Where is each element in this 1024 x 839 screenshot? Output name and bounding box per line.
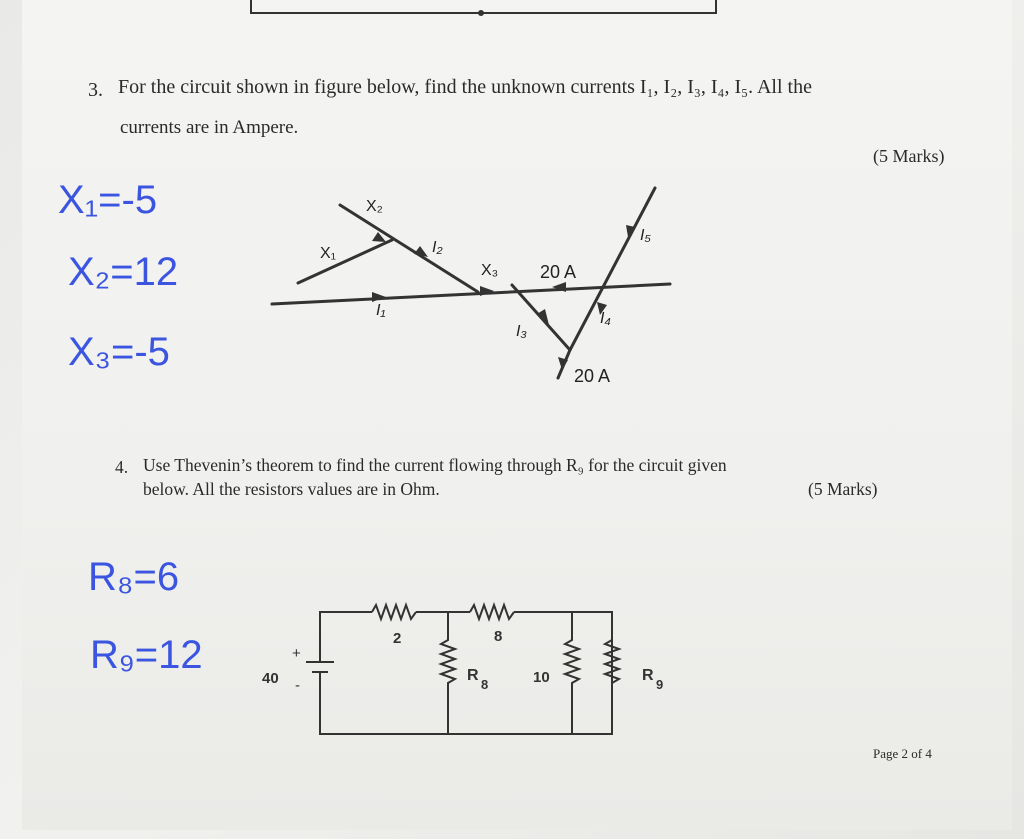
answer-x3: X₃=-5 (68, 330, 170, 374)
r8-label: R (467, 667, 479, 684)
resistor-2-label: 2 (393, 630, 402, 647)
label-20a-bottom: 20 A (574, 366, 611, 386)
r9-label: R (642, 667, 654, 684)
answer-r9: R₉=12 (90, 633, 203, 677)
q3-question-line2: currents are in Ampere. (120, 117, 299, 138)
label-i2: I₂ (432, 239, 443, 256)
label-x1: X₁ (320, 245, 337, 262)
source-plus: + (292, 645, 301, 662)
resistor-10-label: 10 (533, 669, 550, 686)
answer-x2: X₂=12 (68, 250, 179, 294)
q4-marks: (5 Marks) (808, 479, 878, 499)
r8-subscript: 8 (481, 677, 489, 692)
answer-r8: R₈=6 (88, 555, 180, 599)
label-i4: I₄ (600, 310, 611, 327)
q4-question-line2: below. All the resistors values are in Ohm. (143, 479, 440, 499)
q4-question-line1: Use Thevenin’s theorem to find the current flowing through R₉ for the circuit given (143, 455, 727, 475)
q4-number: 4. (115, 457, 129, 477)
source-minus: - (295, 677, 300, 694)
answer-x1: X₁=-5 (58, 178, 158, 222)
label-i5: I₅ (640, 227, 651, 244)
source-value: 40 (262, 670, 279, 687)
q3-marks: (5 Marks) (873, 146, 945, 166)
resistor-8-label: 8 (494, 628, 503, 645)
label-20a-top: 20 A (540, 262, 577, 282)
label-x3: X₃ (481, 262, 499, 279)
q3-question-line1: For the circuit shown in figure below, find the unknown currents I₁, I₂, I₃, I₄, I₅. All the (118, 76, 812, 98)
page-number: Page 2 of 4 (873, 746, 932, 761)
label-x2: X₂ (366, 198, 383, 215)
q3-number: 3. (88, 79, 103, 101)
r9-subscript: 9 (656, 677, 664, 692)
label-i1: I₁ (376, 302, 386, 319)
label-i3: I₃ (516, 323, 527, 340)
